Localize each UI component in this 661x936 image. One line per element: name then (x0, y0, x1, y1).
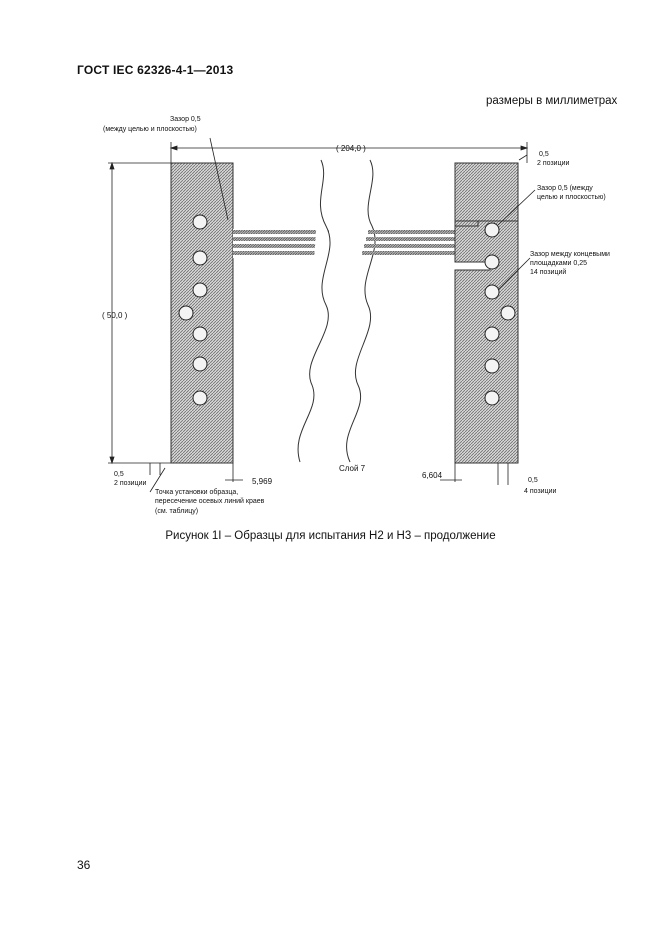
pad-gap-label-2: площадками 0,25 (530, 260, 587, 267)
top-right-value: 0,5 (539, 151, 549, 158)
right-offset-label: 6,604 (422, 471, 443, 480)
pad-gap-label-1: Зазор между концевыми (530, 251, 610, 258)
right-break-line (347, 160, 376, 462)
overall-width-label: ( 204,0 ) (336, 144, 366, 153)
left-offset-label: 5,969 (252, 477, 273, 486)
gap-right-label-2: целью и плоскостью) (537, 194, 606, 201)
pad-gap-label-3: 14 позиций (530, 269, 567, 276)
gap-left-label-2: (между целью и плоскостью) (103, 126, 197, 133)
bottom-right-value: 0,5 (528, 477, 538, 484)
overall-height-label: ( 50,0 ) (102, 311, 128, 320)
bottom-left-count: 2 позиции (114, 480, 147, 487)
page-number: 36 (77, 858, 91, 872)
ref-point-label-3: (см. таблицу) (155, 508, 199, 515)
gap-left-label-1: Зазор 0,5 (170, 116, 201, 123)
figure-caption: Рисунок 1I – Образцы для испытания H2 и H3 – продолжение (165, 530, 496, 542)
layer-label: Слой 7 (339, 464, 366, 473)
units-note: размеры в миллиметрах (486, 95, 618, 107)
left-break-line (298, 160, 330, 462)
bottom-left-value: 0,5 (114, 471, 124, 478)
standard-code: ГОСТ IEC 62326-4-1—2013 (77, 63, 234, 77)
top-right-count: 2 позиции (537, 160, 570, 167)
ref-point-label-1: Точка установки образца, (155, 489, 239, 496)
ref-point-label-2: пересечение осевых линий краев (155, 498, 265, 505)
gap-right-label-1: Зазор 0,5 (между (537, 185, 593, 192)
bottom-right-count: 4 позиции (524, 488, 557, 495)
